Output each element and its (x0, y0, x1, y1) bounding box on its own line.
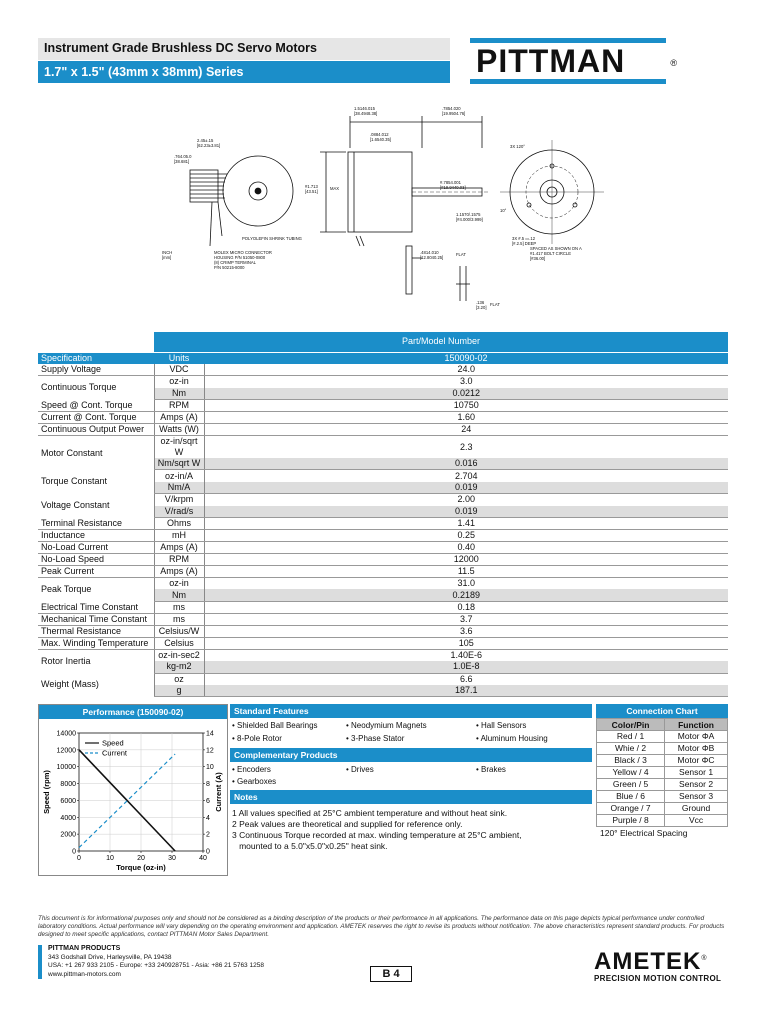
wire-color-pin: Black / 3 (597, 755, 665, 767)
wire-function: Motor ΦA (665, 731, 728, 743)
wire-color-pin: Yellow / 4 (597, 767, 665, 779)
company-name: PITTMAN PRODUCTS (48, 945, 121, 952)
wire-function: Motor ΦB (665, 743, 728, 755)
dim-shaftb: [#19.9440.03] (440, 185, 466, 190)
x-tick-label: 30 (168, 855, 176, 862)
spec-name: No-Load Speed (38, 554, 154, 566)
spec-name: No-Load Current (38, 542, 154, 554)
spec-value: 0.40 (204, 542, 728, 554)
spec-units: Watts (W) (154, 424, 204, 436)
specification-table (38, 332, 728, 697)
complementary-title: Complementary Products (230, 748, 592, 762)
spec-value: 0.18 (204, 601, 728, 613)
table-row (38, 613, 728, 625)
wire-color-pin: Green / 5 (597, 779, 665, 791)
specification-rows (38, 364, 728, 697)
dim-shaft: #.7854.001 (440, 180, 461, 185)
col-function: Function (665, 719, 728, 731)
y2-axis-label: Current (A) (214, 772, 223, 812)
dim-left2b: [38.681] (174, 159, 190, 164)
spec-value: 2.3 (204, 436, 728, 459)
connection-row (597, 815, 728, 827)
table-row (38, 578, 728, 590)
x-tick-label: 20 (137, 855, 145, 862)
spec-name: Peak Current (38, 566, 154, 578)
table-row (38, 470, 728, 482)
connection-row (597, 743, 728, 755)
features-list (230, 718, 592, 748)
feature-item: • 8-Pole Rotor (232, 733, 282, 743)
hole-label: 3X #.5 ▭.12 (512, 236, 536, 241)
x-tick-label: 40 (199, 855, 207, 862)
spec-units: RPM (154, 554, 204, 566)
complementary-item: • Encoders (232, 765, 271, 774)
wire-function: Vcc (665, 815, 728, 827)
spec-value: 1.0E-8 (204, 661, 728, 673)
company-address-block (38, 945, 264, 979)
spec-units: g (154, 685, 204, 697)
molex-label-1: MOLEX MICRO CONNECTOR (214, 250, 272, 255)
table-row (38, 625, 728, 637)
table-row (38, 364, 728, 376)
spec-name: Max. Winding Temperature (38, 637, 154, 649)
spec-name: Weight (Mass) (41, 679, 99, 690)
angle-label: 3X 120° (510, 144, 525, 149)
molex-label-3: (8) CRIMP TERMINAL (214, 260, 256, 265)
spec-name: Mechanical Time Constant (38, 613, 154, 625)
spec-units: kg-m2 (154, 661, 204, 673)
spec-name: Motor Constant (41, 447, 103, 458)
dim-midb: [1.6540.35] (370, 137, 391, 142)
spec-value: 105 (204, 637, 728, 649)
y2-tick-label: 12 (206, 747, 214, 755)
units-mm: [mm] (162, 255, 172, 260)
spec-name: Terminal Resistance (38, 518, 154, 530)
spec-units: oz-in/sqrt W (154, 436, 204, 459)
note-item: 2 Peak values are theoretical and supplied for reference only. (232, 819, 463, 829)
spec-units: oz-in-sec2 (154, 649, 204, 661)
dim-diab: [43.51] (305, 189, 318, 194)
spec-units: Amps (A) (154, 542, 204, 554)
wire-function: Sensor 1 (665, 767, 728, 779)
connection-rows (597, 731, 728, 827)
feature-item: • Neodymium Magnets (346, 721, 427, 730)
connection-title: Connection Chart (596, 704, 728, 718)
spec-value: 0.2189 (204, 589, 728, 601)
wire-color-pin: Purple / 8 (597, 815, 665, 827)
molex-label-4: P/N 50215-8000 (214, 265, 245, 270)
connection-row (597, 779, 728, 791)
logo-reg-mark: ® (670, 58, 678, 68)
table-row (38, 436, 728, 459)
complementary-item: • Drives (346, 765, 374, 774)
spec-units: Ohms (154, 518, 204, 530)
ametek-logo-text: AMETEK (594, 948, 702, 975)
spec-name: Continuous Output Power (38, 424, 154, 436)
spec-units: oz-in (154, 376, 204, 388)
dim-left1: 2.45±.15 (197, 138, 214, 143)
motor-dimension-drawing (160, 96, 620, 318)
col-model-header: 150090-02 (204, 352, 728, 364)
note-item: 1 All values specified at 25°C ambient temperature and without heat sink. (232, 808, 508, 818)
spec-units: Nm (154, 589, 204, 601)
ametek-reg-mark: ® (701, 955, 708, 962)
spec-value: 0.019 (204, 506, 728, 518)
dim-top2b: [19.9504.76] (442, 111, 466, 116)
performance-title: Performance (150090-02) (39, 705, 227, 719)
dim-mid: .0884.012 (370, 132, 389, 137)
spec-units: ms (154, 613, 204, 625)
y2-tick-label: 2 (206, 831, 210, 839)
spec-value: 0.0212 (204, 388, 728, 400)
tubing-label: POLYOLEFIN SHRINK TUBING (242, 236, 302, 241)
dim-left2: .764.05.0 (174, 154, 192, 159)
spec-value: 1.60 (204, 412, 728, 424)
table-row (38, 494, 728, 506)
spec-units: Nm (154, 388, 204, 400)
spec-name: Speed @ Cont. Torque (38, 400, 154, 412)
y2-tick-label: 10 (206, 764, 214, 772)
dim-top1: 1.5146.015 (354, 106, 375, 111)
part-model-header: Part/Model Number (154, 332, 728, 352)
flat-label-1: FLAT (456, 252, 466, 257)
legend-label-speed: Speed (102, 738, 124, 748)
y-tick-label: 6000 (60, 797, 76, 805)
company-phones: USA: +1 267 933 2105 - Europe: +33 240928751 - Asia: +86 21 5763 1258 (48, 962, 264, 969)
spec-units: Nm/sqrt W (154, 458, 204, 470)
spec-value: 0.016 (204, 458, 728, 470)
page-number: B 4 (370, 966, 412, 982)
spec-units: Celsius/W (154, 625, 204, 637)
table-corner (38, 332, 154, 352)
y-tick-label: 14000 (56, 730, 76, 738)
ametek-tagline: PRECISION MOTION CONTROL (594, 974, 722, 983)
dim-top1b: [38.4948.38] (354, 111, 378, 116)
spec-units: ms (154, 601, 204, 613)
flat-dim-1b: [12.8040.25] (420, 255, 444, 260)
spaced-label: SPACED AS SHOWN ON A (530, 246, 582, 251)
spec-value: 11.5 (204, 566, 728, 578)
spec-value: 10750 (204, 400, 728, 412)
connection-row (597, 791, 728, 803)
wire-function: Ground (665, 803, 728, 815)
spec-value: 31.0 (204, 578, 728, 590)
y-tick-label: 2000 (60, 831, 76, 839)
spec-name: Supply Voltage (38, 364, 154, 376)
x-tick-label: 0 (77, 855, 81, 862)
logo-text: PITTMAN (476, 43, 626, 79)
spec-value: 3.7 (204, 613, 728, 625)
wire-function: Sensor 2 (665, 779, 728, 791)
features-panel (230, 704, 592, 856)
spec-units: oz (154, 673, 204, 685)
flat-dim-2b: [3.20] (476, 305, 487, 310)
table-row (38, 530, 728, 542)
connection-row (597, 767, 728, 779)
table-row (38, 566, 728, 578)
spec-value: 0.25 (204, 530, 728, 542)
spec-name: Torque Constant (41, 476, 108, 487)
dim-len: 1.1570/.1575 (456, 212, 481, 217)
table-row (38, 649, 728, 661)
document-title: Instrument Grade Brushless DC Servo Motors (38, 38, 450, 60)
x-tick-label: 10 (106, 855, 114, 862)
connection-chart (596, 704, 728, 838)
wire-color-pin: Blue / 6 (597, 791, 665, 803)
spec-units: oz-in/A (154, 470, 204, 482)
disclaimer: This document is for informational purposes only and should not be considered as a binding description of the products or their performance in all applications. The performance data on this page depicts typical performance under controlled laboratory conditions. Actual performance will vary depending on the operating environment and application. AMETEK reserves the right to revise its products without notification. The above characteristics represent standard products. For products designed to meet specific applications, contact PITTMAN Motor Sales Department. (38, 915, 725, 938)
x-axis-label: Torque (oz-in) (116, 863, 166, 872)
dim-max: MAX (330, 186, 340, 191)
spec-value: 2.704 (204, 470, 728, 482)
spec-units: Nm/A (154, 482, 204, 494)
spec-value: 3.6 (204, 625, 728, 637)
y2-tick-label: 14 (206, 730, 214, 738)
dim-left1b: [62.23±3.81] (197, 143, 221, 148)
company-address: 343 Godshall Drive, Harleysville, PA 19438 (48, 953, 172, 961)
spec-units: mH (154, 530, 204, 542)
dim-top2: .7854.020 (442, 106, 461, 111)
units-inch: INCH (162, 250, 173, 255)
spec-name: Current @ Cont. Torque (38, 412, 154, 424)
spec-units: Celsius (154, 637, 204, 649)
table-row (38, 518, 728, 530)
table-row (38, 376, 728, 388)
performance-chart (39, 719, 227, 875)
table-row (38, 637, 728, 649)
table-row (38, 424, 728, 436)
y2-tick-label: 4 (206, 814, 210, 822)
y-tick-label: 0 (72, 848, 76, 856)
spec-value: 3.0 (204, 376, 728, 388)
y2-tick-label: 0 (206, 848, 210, 856)
spec-value: 1.40E-6 (204, 649, 728, 661)
spec-name: Peak Torque (41, 584, 92, 595)
ametek-logo (594, 948, 734, 983)
spec-name: Inductance (38, 530, 154, 542)
spec-units: oz-in (154, 578, 204, 590)
table-row (38, 554, 728, 566)
y2-tick-label: 6 (206, 797, 210, 805)
table-row (38, 412, 728, 424)
wire-color-pin: Orange / 7 (597, 803, 665, 815)
spec-name: Rotor Inertia (41, 655, 91, 666)
complementary-list (230, 762, 592, 790)
notes-list (230, 804, 592, 856)
spec-value: 24.0 (204, 364, 728, 376)
complementary-item: • Brakes (476, 765, 506, 774)
y-axis-label: Speed (rpm) (42, 770, 51, 814)
y-tick-label: 10000 (56, 764, 76, 772)
wire-color-pin: Whie / 2 (597, 743, 665, 755)
spec-units: Amps (A) (154, 566, 204, 578)
wire-function: Sensor 3 (665, 791, 728, 803)
spec-name: Electrical Time Constant (38, 601, 154, 613)
table-row (38, 601, 728, 613)
y2-tick-label: 8 (206, 781, 210, 789)
series-title: 1.7" x 1.5" (43mm x 38mm) Series (38, 61, 450, 83)
flat-dim-1: .4814.010 (420, 250, 439, 255)
molex-label-2: HOUSING P/N 51050-0800 (214, 255, 266, 260)
feature-item: • Hall Sensors (476, 721, 527, 730)
y-tick-label: 8000 (60, 781, 76, 789)
spec-name: Thermal Resistance (38, 625, 154, 637)
col-spec-header: Specification (38, 352, 154, 364)
col-color-pin: Color/Pin (597, 719, 665, 731)
note-item: 3 Continuous Torque recorded at max. winding temperature at 25°C ambient, (232, 830, 522, 840)
wire-function: Motor ΦC (665, 755, 728, 767)
spec-name: Voltage Constant (41, 500, 110, 511)
connection-row (597, 731, 728, 743)
y-tick-label: 12000 (56, 747, 76, 755)
feature-item: • Aluminum Housing (476, 733, 548, 743)
circle-label: #1.417 BOLT CIRCLE (530, 251, 572, 256)
y-tick-label: 4000 (60, 814, 76, 822)
spec-value: 187.1 (204, 685, 728, 697)
circle-label-b: [#36.00] (530, 256, 546, 261)
spec-value: 12000 (204, 554, 728, 566)
feature-item: • 3-Phase Stator (346, 733, 405, 743)
hole-label-b: [#.2.5] DEEP (512, 241, 537, 246)
spec-units: VDC (154, 364, 204, 376)
flat-label-2: FLAT (490, 302, 500, 307)
flat-dim-2: .136 (476, 300, 485, 305)
spec-value: 24 (204, 424, 728, 436)
legend-label-current: Current (102, 748, 128, 758)
spec-value: 0.019 (204, 482, 728, 494)
spec-units: V/krpm (154, 494, 204, 506)
electrical-spacing-note: 120° Electrical Spacing (600, 828, 688, 838)
pittman-logo (470, 38, 678, 84)
table-row (38, 673, 728, 685)
feature-item: • Shielded Ball Bearings (232, 721, 318, 730)
spec-value: 6.6 (204, 673, 728, 685)
complementary-item: • Gearboxes (232, 776, 277, 786)
performance-panel (38, 704, 228, 876)
table-row (38, 542, 728, 554)
spec-name: Continuous Torque (41, 382, 117, 393)
standard-features-title: Standard Features (230, 704, 592, 718)
col-units-header: Units (154, 352, 204, 364)
notes-title: Notes (230, 790, 592, 804)
spec-units: Amps (A) (154, 412, 204, 424)
dim-dia: #1.713 (305, 184, 318, 189)
table-row (38, 400, 728, 412)
dim-lenb: [#4.000/3.999] (456, 217, 483, 222)
company-website[interactable]: www.pittman-motors.com (48, 970, 121, 978)
spec-units: RPM (154, 400, 204, 412)
spec-units: V/rad/s (154, 506, 204, 518)
connection-row (597, 803, 728, 815)
note-item: mounted to a 5.0"x5.0"x0.25" heat sink. (232, 841, 388, 851)
spec-value: 2.00 (204, 494, 728, 506)
wire-color-pin: Red / 1 (597, 731, 665, 743)
connection-row (597, 755, 728, 767)
angle-label-2: 10° (500, 208, 507, 213)
spec-value: 1.41 (204, 518, 728, 530)
